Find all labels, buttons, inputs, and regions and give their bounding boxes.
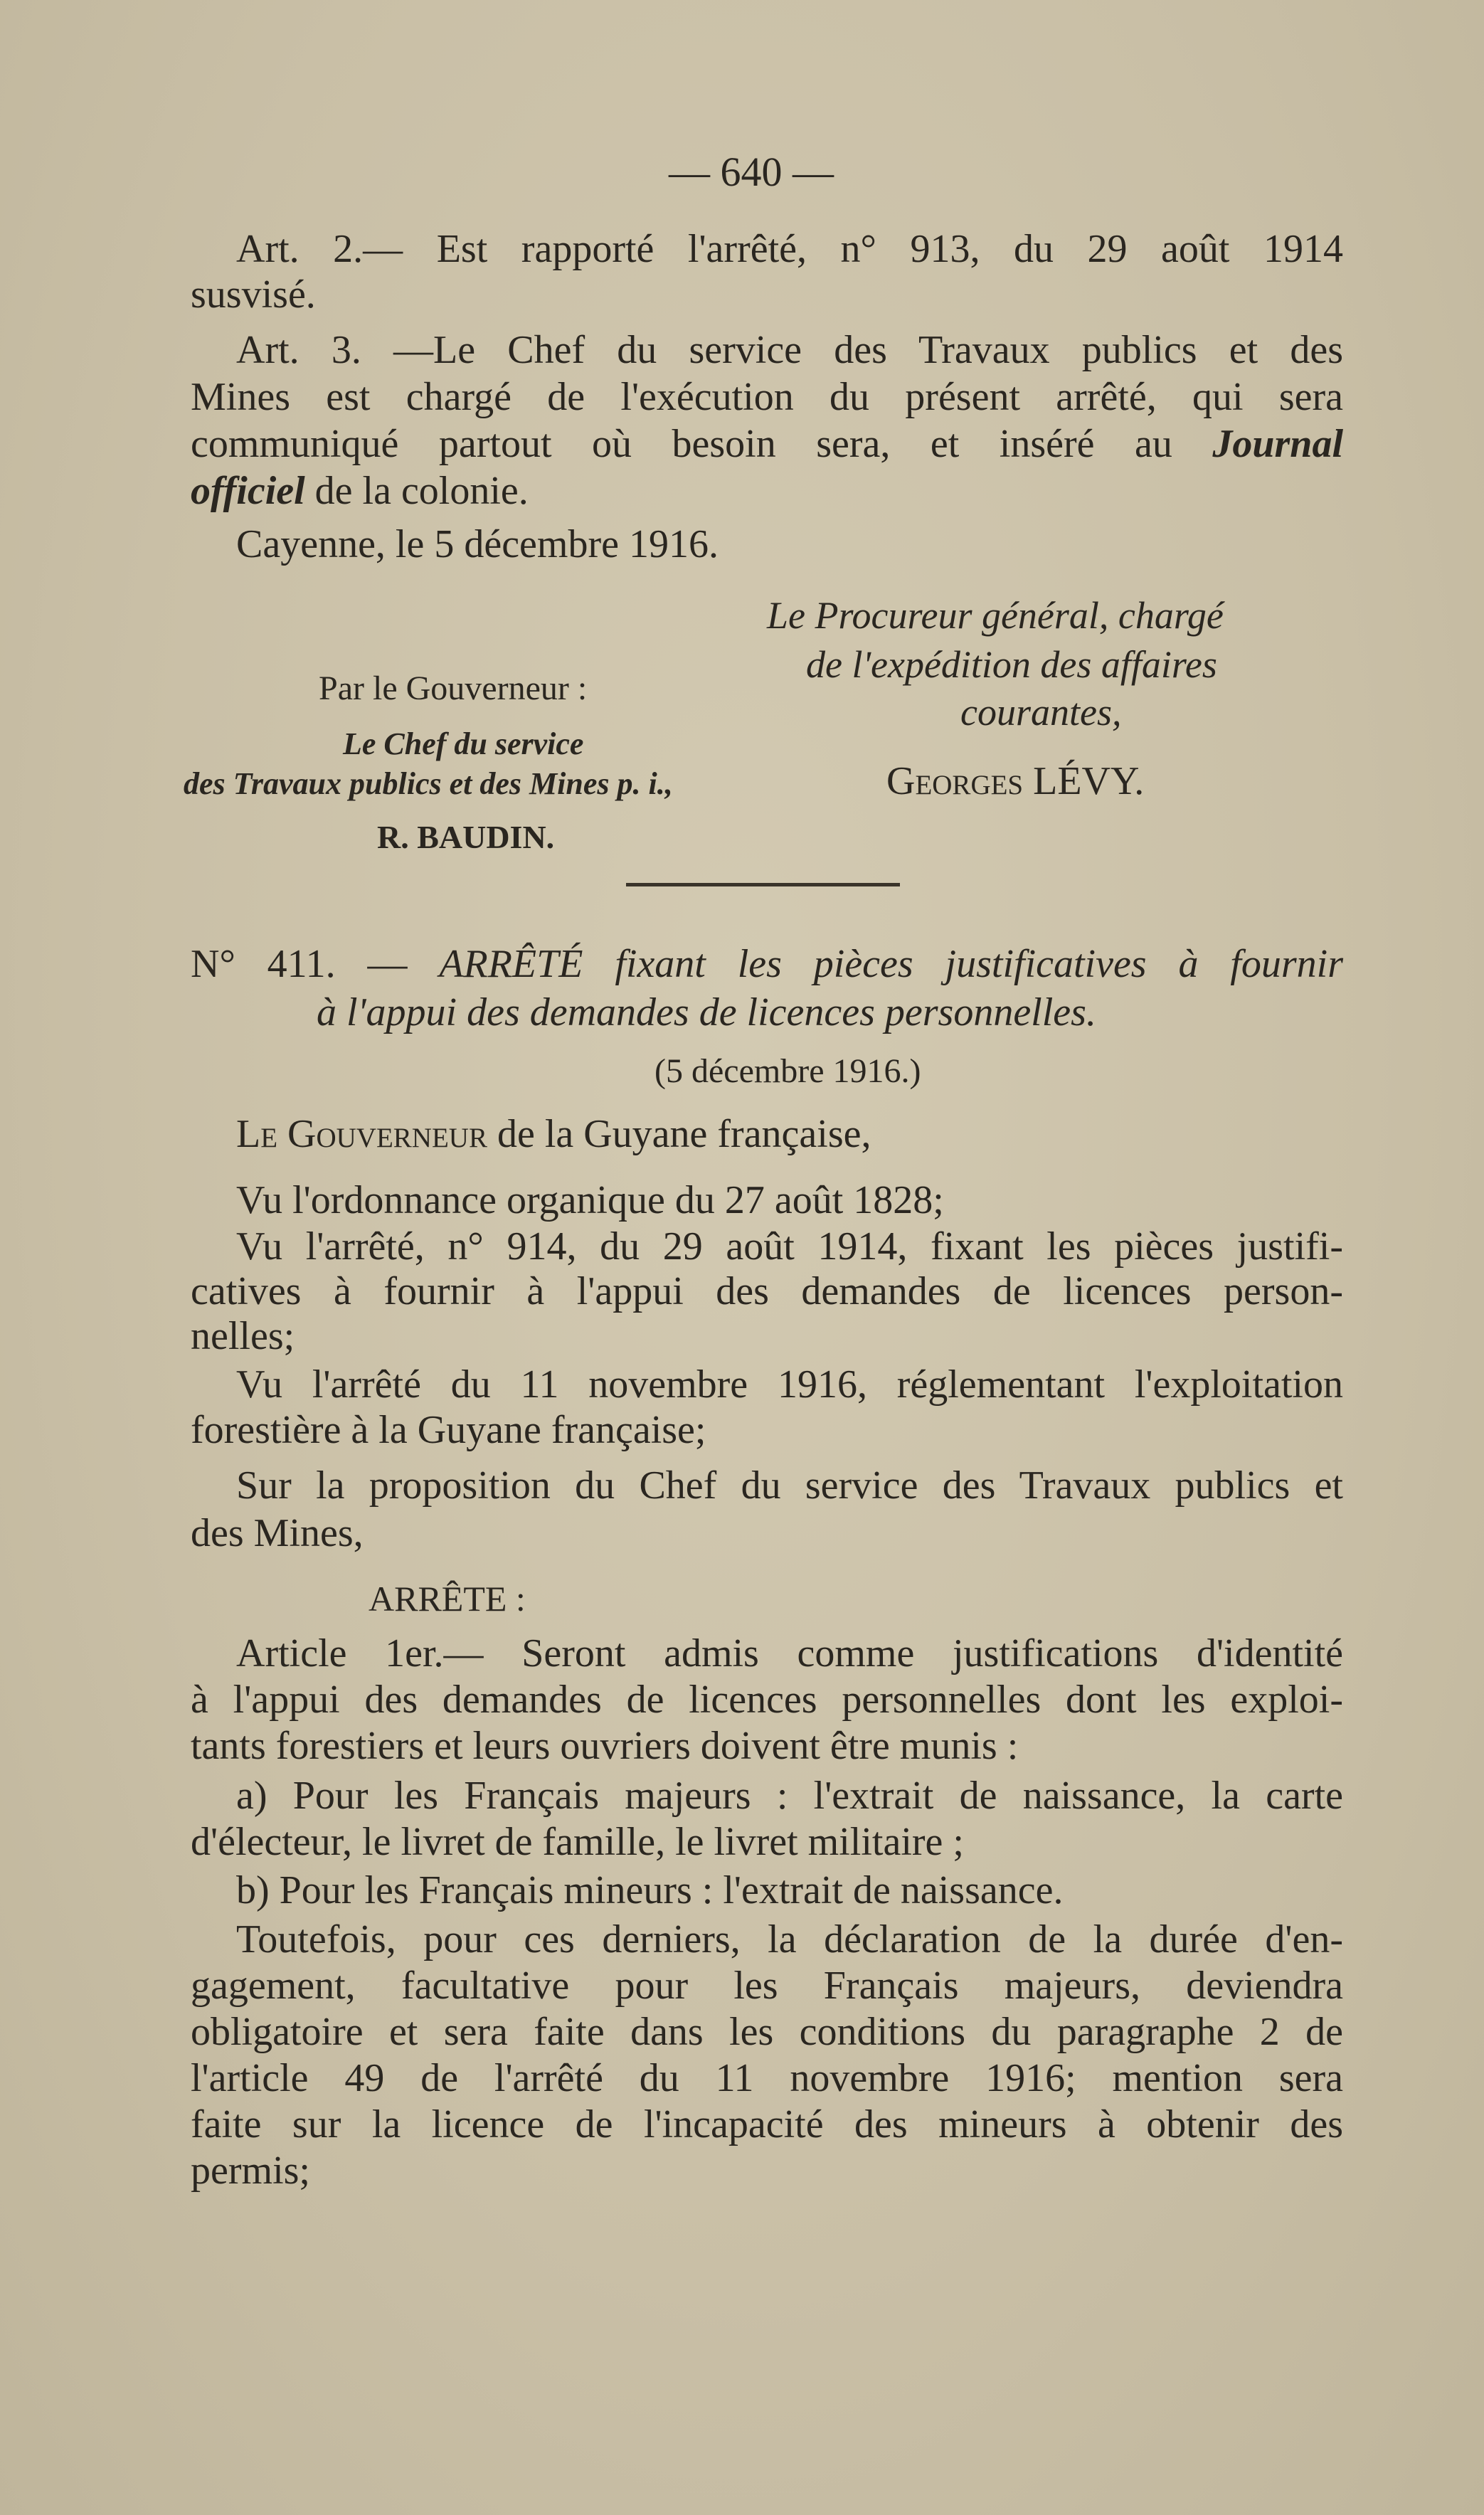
recital-line: forestière à la Guyane française; bbox=[191, 1408, 706, 1452]
article-line: à l'appui des demandes de licences personnelles dont les exploi- bbox=[191, 1678, 1343, 1722]
governor-line bbox=[236, 1111, 1343, 1157]
article-line: l'article 49 de l'arrêté du 11 novembre 1916; mention sera bbox=[191, 2056, 1343, 2100]
article-line: a) Pour les Français majeurs : l'extrait de naissance, la carte bbox=[236, 1774, 1343, 1818]
recital-line: Vu l'arrêté, n° 914, du 29 août 1914, fixant les pièces justifi- bbox=[236, 1224, 1343, 1269]
signature-right-line1: Le Procureur général, chargé bbox=[767, 594, 1224, 637]
governor-title: Le Gouverneur bbox=[236, 1112, 487, 1156]
recital-line: Sur la proposition du Chef du service des Travaux publics et bbox=[236, 1463, 1343, 1508]
separator-rule bbox=[626, 883, 900, 886]
article-line: tants forestiers et leurs ouvriers doivent être munis : bbox=[191, 1724, 1019, 1768]
signature-left-name: R. BAUDIN. bbox=[377, 819, 555, 855]
decree-title-line1 bbox=[191, 941, 1343, 987]
signature-left-line3: des Travaux publics et des Mines p. i., bbox=[184, 766, 673, 801]
date-line: Cayenne, le 5 décembre 1916. bbox=[236, 522, 719, 566]
article-line: permis; bbox=[191, 2149, 310, 2193]
art2-line2: susvisé. bbox=[191, 272, 316, 317]
governor-text: de la Guyane française, bbox=[487, 1112, 871, 1156]
decree-title-line2: à l'appui des demandes de licences personnelles. bbox=[317, 990, 1096, 1034]
recital-line: Vu l'ordonnance organique du 27 août 1828; bbox=[236, 1178, 944, 1222]
article-line: Article 1er.— Seront admis comme justifications d'identité bbox=[236, 1631, 1343, 1675]
art3-line3 bbox=[191, 421, 1343, 467]
journal-title-part2: officiel bbox=[191, 469, 305, 513]
arrete-heading: ARRÊTE : bbox=[369, 1579, 526, 1619]
signature-left-line2: Le Chef du service bbox=[343, 726, 584, 761]
signature-right-name: Georges LÉVY. bbox=[886, 759, 1145, 803]
art3-line3-text: communiqué partout où besoin sera, et inséré au bbox=[191, 422, 1213, 466]
decree-number: N° 411. — bbox=[191, 942, 440, 986]
art3-line2: Mines est chargé de l'exécution du présent arrêté, qui sera bbox=[191, 375, 1343, 419]
art3-line1: Art. 3. —Le Chef du service des Travaux publics et des bbox=[236, 328, 1343, 372]
decree-date: (5 décembre 1916.) bbox=[654, 1052, 921, 1090]
article-line: obligatoire et sera faite dans les conditions du paragraphe 2 de bbox=[191, 2010, 1343, 2054]
article-line: Toutefois, pour ces derniers, la déclaration de la durée d'en- bbox=[236, 1917, 1343, 1961]
art2-line1: Art. 2.— Est rapporté l'arrêté, n° 913, du 29 août 1914 bbox=[236, 227, 1343, 271]
recital-line: des Mines, bbox=[191, 1511, 364, 1555]
article-line: b) Pour les Français mineurs : l'extrait de naissance. bbox=[236, 1868, 1064, 1912]
page-number: — 640 — bbox=[669, 149, 834, 195]
article-line: faite sur la licence de l'incapacité des mineurs à obtenir des bbox=[191, 2102, 1343, 2146]
art3-line4-text: de la colonie. bbox=[304, 469, 529, 513]
art3-line4 bbox=[191, 468, 1343, 514]
recital-line: catives à fournir à l'appui des demandes de licences person- bbox=[191, 1269, 1343, 1313]
recital-line: Vu l'arrêté du 11 novembre 1916, réglementant l'exploitation bbox=[236, 1362, 1343, 1407]
decree-title-text: ARRÊTÉ fixant les pièces justificatives à fournir bbox=[439, 942, 1343, 986]
article-line: gagement, facultative pour les Français majeurs, deviendra bbox=[191, 1964, 1343, 2008]
signature-right-line3: courantes, bbox=[960, 691, 1122, 734]
signature-right-line2: de l'expédition des affaires bbox=[806, 643, 1217, 686]
journal-title-part1: Journal bbox=[1212, 422, 1343, 466]
article-line: d'électeur, le livret de famille, le livret militaire ; bbox=[191, 1820, 964, 1864]
recital-line: nelles; bbox=[191, 1314, 295, 1358]
signature-left-line1: Par le Gouverneur : bbox=[319, 669, 588, 707]
